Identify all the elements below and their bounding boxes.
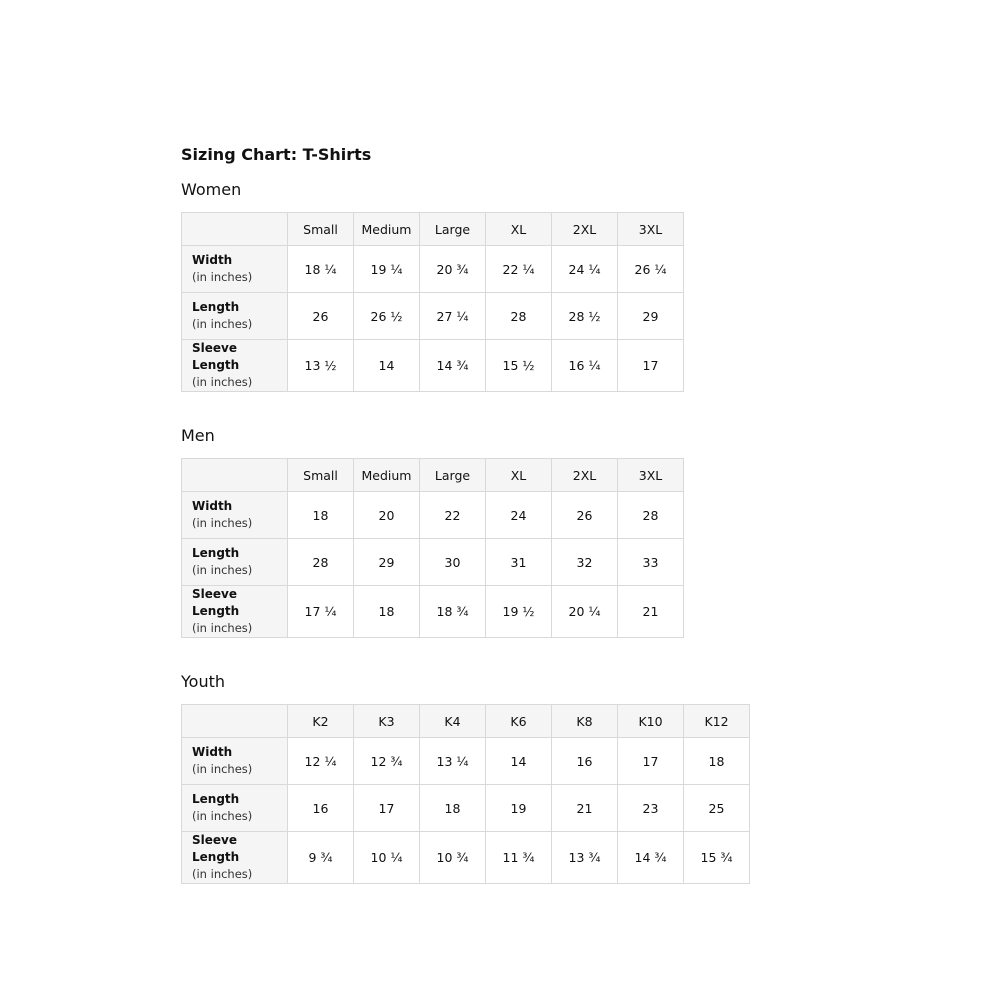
table-cell: 16 <box>552 738 618 785</box>
column-header: 2XL <box>552 459 618 492</box>
table-cell: 24 ¼ <box>552 246 618 293</box>
table-cell: 28 ½ <box>552 293 618 340</box>
table-cell: 18 ¼ <box>288 246 354 293</box>
column-header: Small <box>288 459 354 492</box>
table-cell: 18 <box>288 492 354 539</box>
table-cell: 14 ¾ <box>618 832 684 884</box>
table-cell: 17 <box>618 738 684 785</box>
column-header: K6 <box>486 705 552 738</box>
row-unit: (in inches) <box>192 270 253 284</box>
row-header <box>182 738 288 785</box>
row-unit: (in inches) <box>192 375 253 389</box>
table-cell: 16 ¼ <box>552 340 618 392</box>
table-cell: 10 ¼ <box>354 832 420 884</box>
table-row <box>182 246 684 293</box>
table-cell: 24 <box>486 492 552 539</box>
column-header: Medium <box>354 459 420 492</box>
table-cell: 22 ¼ <box>486 246 552 293</box>
table-cell: 19 <box>486 785 552 832</box>
table-corner-cell <box>182 213 288 246</box>
column-header: K12 <box>684 705 750 738</box>
table-cell: 30 <box>420 539 486 586</box>
table-cell: 21 <box>552 785 618 832</box>
spacer <box>181 447 750 458</box>
column-header: 3XL <box>618 213 684 246</box>
column-header: Large <box>420 459 486 492</box>
row-label: Width <box>192 745 233 759</box>
table-cell: 20 ¾ <box>420 246 486 293</box>
table-cell: 13 ¾ <box>552 832 618 884</box>
spacer <box>181 638 750 671</box>
row-unit: (in inches) <box>192 762 253 776</box>
section-title-women: Women <box>181 180 242 199</box>
table-row <box>182 340 684 392</box>
table-cell: 20 ¼ <box>552 586 618 638</box>
spacer <box>181 392 750 425</box>
table-cell: 18 ¾ <box>420 586 486 638</box>
table-cell: 26 ¼ <box>618 246 684 293</box>
table-header-row <box>182 213 684 246</box>
table-cell: 18 <box>684 738 750 785</box>
table-cell: 26 <box>552 492 618 539</box>
table-cell: 9 ¾ <box>288 832 354 884</box>
row-header <box>182 246 288 293</box>
table-cell: 12 ¾ <box>354 738 420 785</box>
table-cell: 15 ½ <box>486 340 552 392</box>
column-header: K2 <box>288 705 354 738</box>
column-header: 2XL <box>552 213 618 246</box>
table-cell: 25 <box>684 785 750 832</box>
row-label: Width <box>192 499 233 513</box>
spacer <box>181 693 750 704</box>
row-header <box>182 539 288 586</box>
row-unit: (in inches) <box>192 317 253 331</box>
column-header: K3 <box>354 705 420 738</box>
table-corner-cell <box>182 705 288 738</box>
row-unit: (in inches) <box>192 516 253 530</box>
table-cell: 13 ¼ <box>420 738 486 785</box>
table-cell: 28 <box>486 293 552 340</box>
sections-container <box>181 166 750 884</box>
table-cell: 18 <box>420 785 486 832</box>
row-unit: (in inches) <box>192 867 253 881</box>
table-cell: 12 ¼ <box>288 738 354 785</box>
row-label: Length <box>192 300 240 314</box>
row-label: Sleeve Length <box>192 341 240 372</box>
row-header <box>182 832 288 884</box>
table-row <box>182 586 684 638</box>
table-cell: 14 <box>354 340 420 392</box>
column-header: K8 <box>552 705 618 738</box>
row-header <box>182 492 288 539</box>
column-header: XL <box>486 213 552 246</box>
section-title-men: Men <box>181 426 215 445</box>
table-cell: 21 <box>618 586 684 638</box>
row-unit: (in inches) <box>192 621 253 635</box>
row-label: Length <box>192 546 240 560</box>
table-cell: 19 ½ <box>486 586 552 638</box>
row-header <box>182 785 288 832</box>
table-cell: 14 <box>486 738 552 785</box>
spacer <box>181 166 750 179</box>
spacer <box>181 201 750 212</box>
table-row <box>182 492 684 539</box>
table-cell: 19 ¼ <box>354 246 420 293</box>
row-unit: (in inches) <box>192 809 253 823</box>
column-header: Medium <box>354 213 420 246</box>
table-cell: 11 ¾ <box>486 832 552 884</box>
size-table-youth <box>181 704 750 884</box>
table-cell: 13 ½ <box>288 340 354 392</box>
table-row <box>182 832 750 884</box>
table-cell: 26 <box>288 293 354 340</box>
table-cell: 17 <box>618 340 684 392</box>
table-cell: 17 ¼ <box>288 586 354 638</box>
sizing-chart <box>181 144 750 884</box>
section-title-youth: Youth <box>181 672 225 691</box>
table-cell: 29 <box>618 293 684 340</box>
row-unit: (in inches) <box>192 563 253 577</box>
column-header: K4 <box>420 705 486 738</box>
table-cell: 23 <box>618 785 684 832</box>
table-cell: 14 ¾ <box>420 340 486 392</box>
table-cell: 20 <box>354 492 420 539</box>
table-row <box>182 738 750 785</box>
table-cell: 33 <box>618 539 684 586</box>
table-row <box>182 293 684 340</box>
page-title: Sizing Chart: T-Shirts <box>181 145 372 164</box>
size-table-men <box>181 458 684 638</box>
table-cell: 18 <box>354 586 420 638</box>
row-label: Sleeve Length <box>192 833 240 864</box>
table-header-row <box>182 705 750 738</box>
table-corner-cell <box>182 459 288 492</box>
table-cell: 29 <box>354 539 420 586</box>
table-cell: 28 <box>618 492 684 539</box>
column-header: 3XL <box>618 459 684 492</box>
size-table-women <box>181 212 684 392</box>
table-cell: 28 <box>288 539 354 586</box>
table-cell: 10 ¾ <box>420 832 486 884</box>
table-cell: 22 <box>420 492 486 539</box>
row-header <box>182 293 288 340</box>
row-label: Length <box>192 792 240 806</box>
table-header-row <box>182 459 684 492</box>
table-cell: 32 <box>552 539 618 586</box>
row-header <box>182 586 288 638</box>
column-header: XL <box>486 459 552 492</box>
table-cell: 15 ¾ <box>684 832 750 884</box>
column-header: Large <box>420 213 486 246</box>
table-cell: 31 <box>486 539 552 586</box>
table-cell: 27 ¼ <box>420 293 486 340</box>
table-cell: 26 ½ <box>354 293 420 340</box>
table-row <box>182 785 750 832</box>
row-label: Sleeve Length <box>192 587 240 618</box>
row-label: Width <box>192 253 233 267</box>
table-cell: 16 <box>288 785 354 832</box>
table-cell: 17 <box>354 785 420 832</box>
row-header <box>182 340 288 392</box>
column-header: K10 <box>618 705 684 738</box>
column-header: Small <box>288 213 354 246</box>
table-row <box>182 539 684 586</box>
